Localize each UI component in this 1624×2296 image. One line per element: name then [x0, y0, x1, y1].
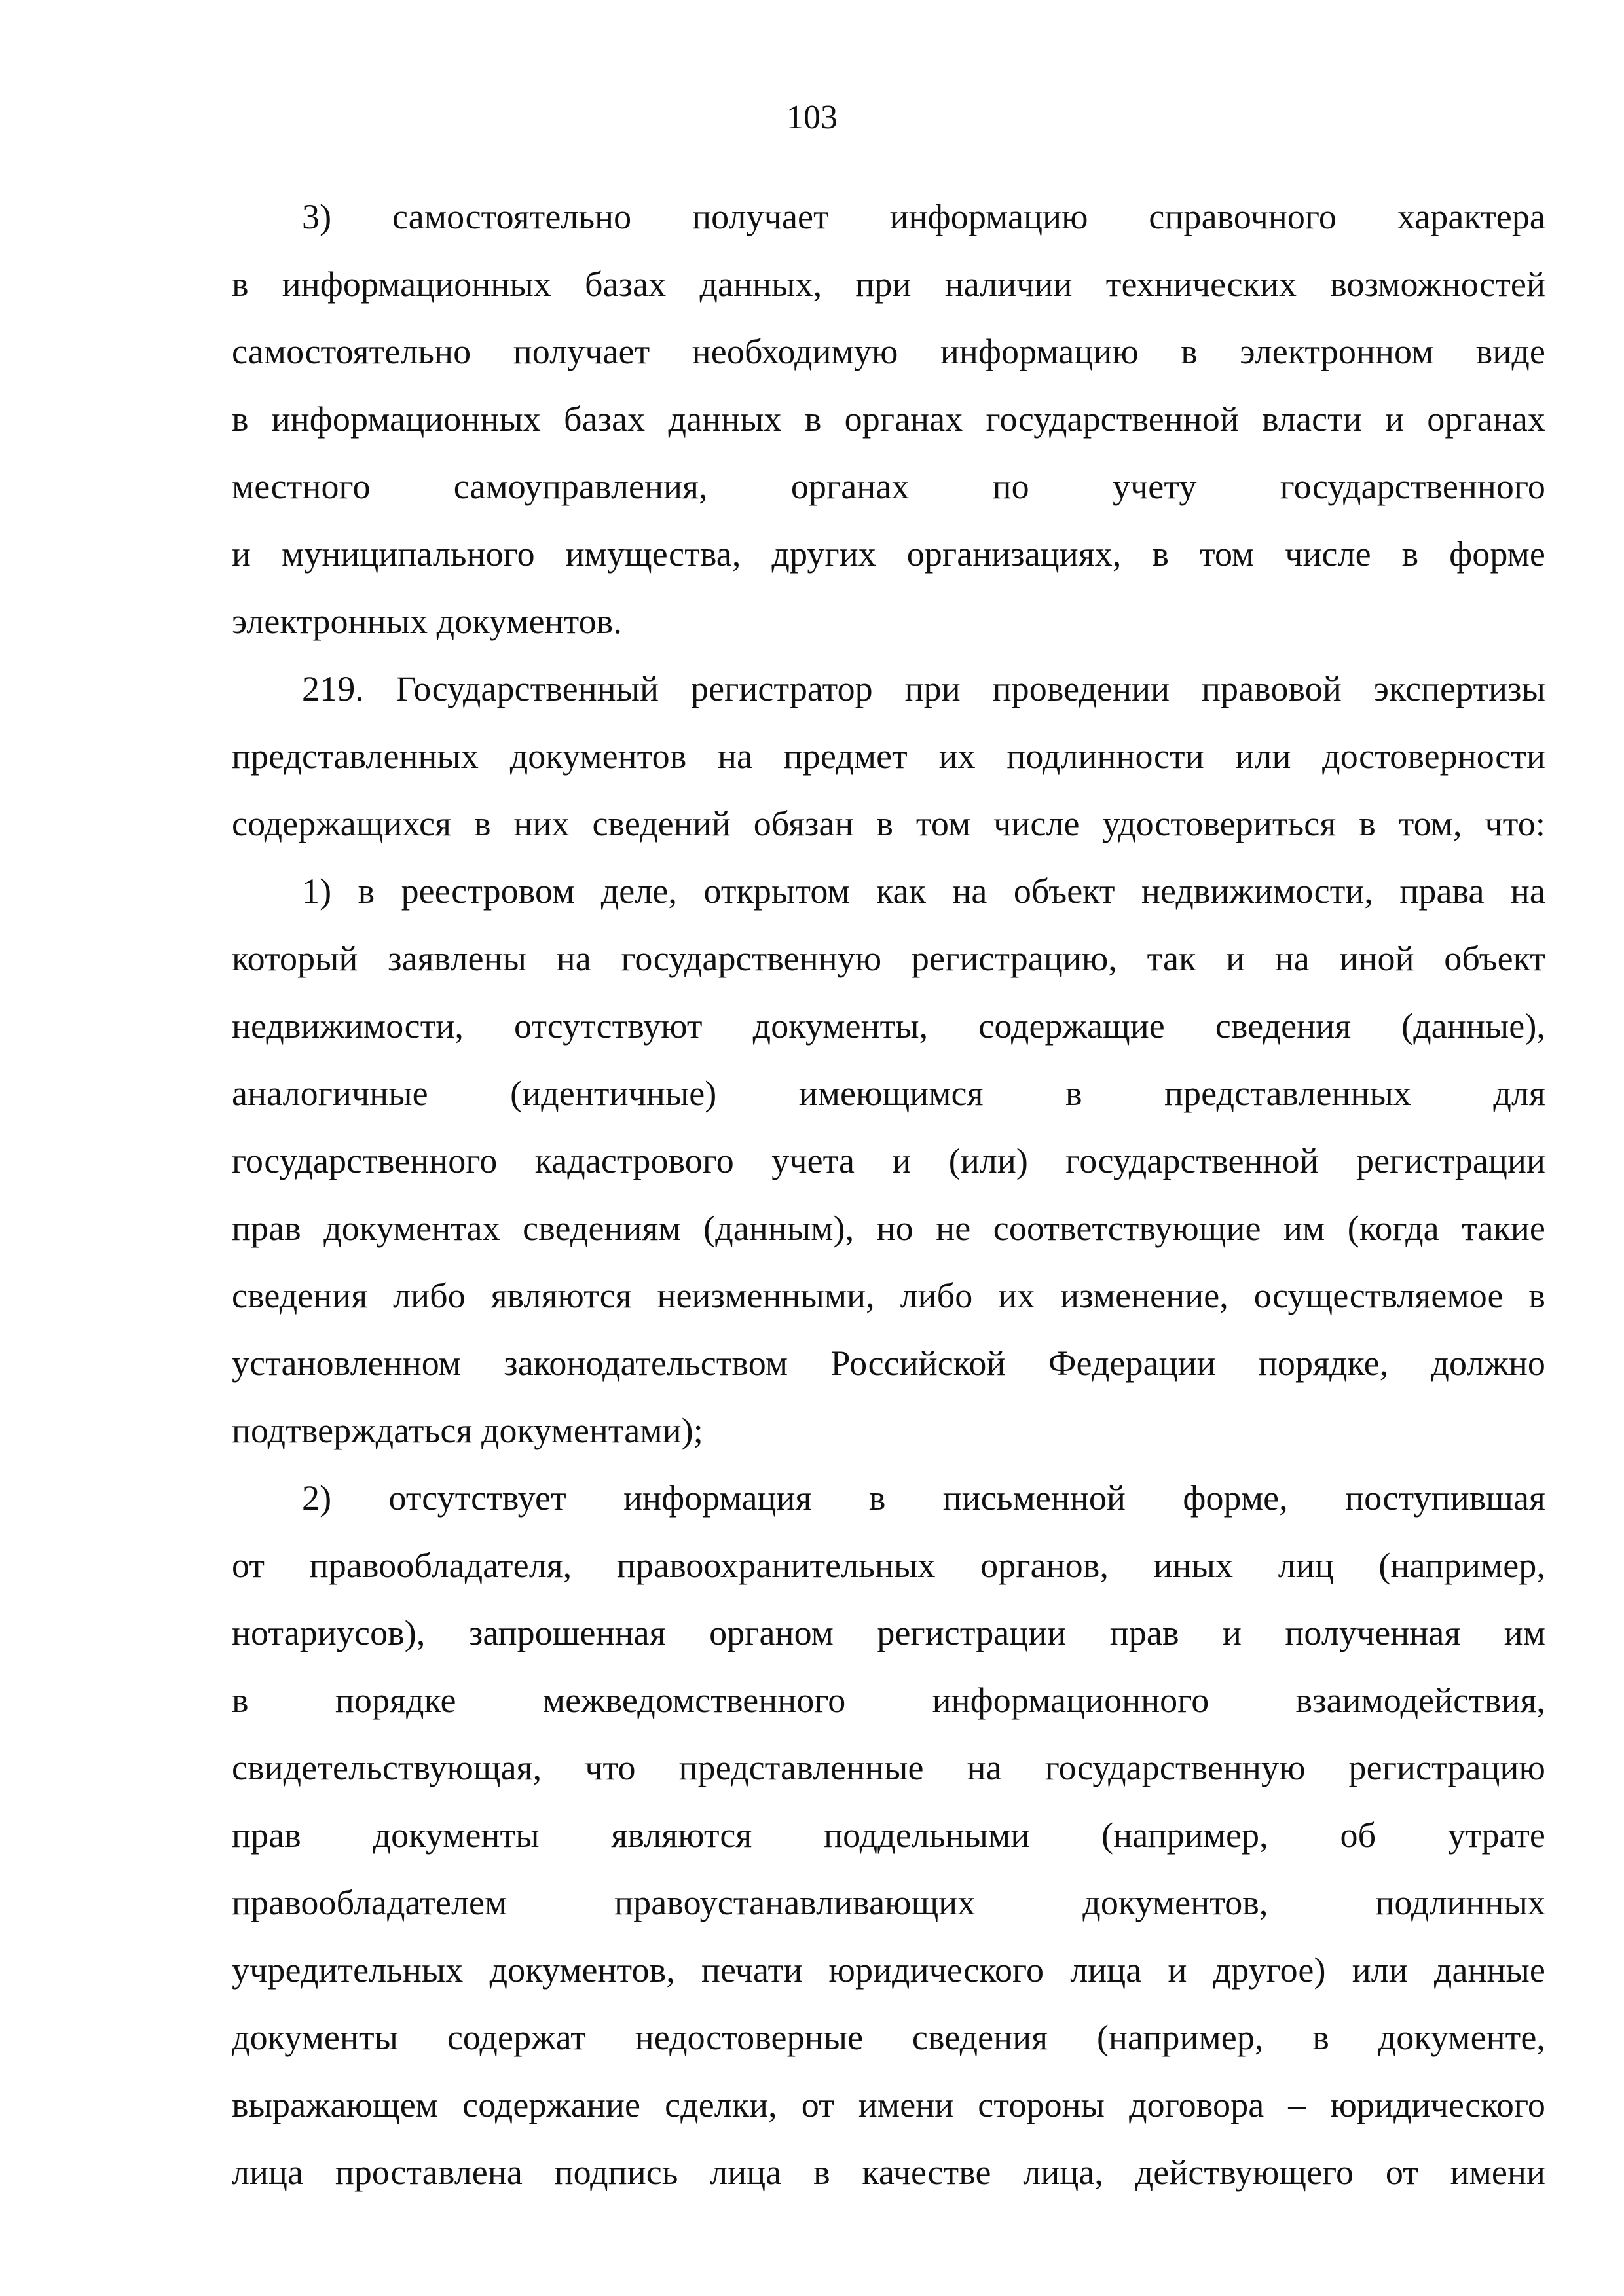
text-line: правообладателем правоустанавливающих документов, подлинных	[232, 1883, 1545, 1922]
text-line: документы содержат недостоверные сведения (например, в документе,	[232, 2018, 1545, 2057]
paragraph-item-2	[232, 1465, 1545, 2206]
text-line: содержащихся в них сведений обязан в том числе удостовериться в том, что:	[232, 804, 1545, 843]
text-line: аналогичные (идентичные) имеющимся в представленных для	[232, 1074, 1545, 1113]
text-line: сведения либо являются неизменными, либо их изменение, осуществляемое в	[232, 1276, 1545, 1315]
text-line: прав документы являются поддельными (например, об утрате	[232, 1815, 1545, 1855]
paragraph-item-1	[232, 858, 1545, 1465]
text-line: лица проставлена подпись лица в качестве лица, действующего от имени	[232, 2153, 1545, 2192]
text-line: самостоятельно получает необходимую информацию в электронном виде	[232, 332, 1545, 371]
text-line: 3) самостоятельно получает информацию справочного характера	[302, 197, 1545, 236]
text-line: который заявлены на государственную регистрацию, так и на иной объект	[232, 939, 1545, 978]
text-line: учредительных документов, печати юридического лица и другое) или данные	[232, 1950, 1545, 1990]
text-line: установленном законодательством Российской Федерации порядке, должно	[232, 1343, 1545, 1383]
text-line: недвижимости, отсутствуют документы, содержащие сведения (данные),	[232, 1006, 1545, 1046]
text-line: нотариусов), запрошенная органом регистрации прав и полученная им	[232, 1613, 1545, 1652]
text-line: в порядке межведомственного информационного взаимодействия,	[232, 1681, 1545, 1720]
text-line: свидетельствующая, что представленные на государственную регистрацию	[232, 1748, 1545, 1787]
paragraph-item-3	[232, 183, 1545, 655]
text-line: 1) в реестровом деле, открытом как на объект недвижимости, права на	[302, 871, 1545, 911]
document-body	[232, 183, 1545, 2206]
text-line: 219. Государственный регистратор при проведении правовой экспертизы	[302, 669, 1545, 708]
text-line: от правообладателя, правоохранительных органов, иных лиц (например,	[232, 1546, 1545, 1585]
text-line: представленных документов на предмет их подлинности или достоверности	[232, 737, 1545, 776]
text-line: в информационных базах данных в органах государственной власти и органах	[232, 399, 1545, 439]
page-number: 103	[786, 99, 838, 136]
text-line: прав документах сведениям (данным), но не соответствующие им (когда такие	[232, 1209, 1545, 1248]
text-line: в информационных базах данных, при наличии технических возможностей	[232, 264, 1545, 304]
text-line: электронных документов.	[232, 602, 622, 641]
text-line: подтверждаться документами);	[232, 1411, 703, 1450]
text-line: выражающем содержание сделки, от имени стороны договора – юридического	[232, 2085, 1545, 2124]
text-line: 2) отсутствует информация в письменной форме, поступившая	[302, 1478, 1545, 1518]
text-line: и муниципального имущества, других организациях, в том числе в форме	[232, 534, 1545, 574]
paragraph-219	[232, 655, 1545, 858]
text-line: государственного кадастрового учета и (или) государственной регистрации	[232, 1141, 1545, 1180]
text-line: местного самоуправления, органах по учету государственного	[232, 467, 1545, 506]
